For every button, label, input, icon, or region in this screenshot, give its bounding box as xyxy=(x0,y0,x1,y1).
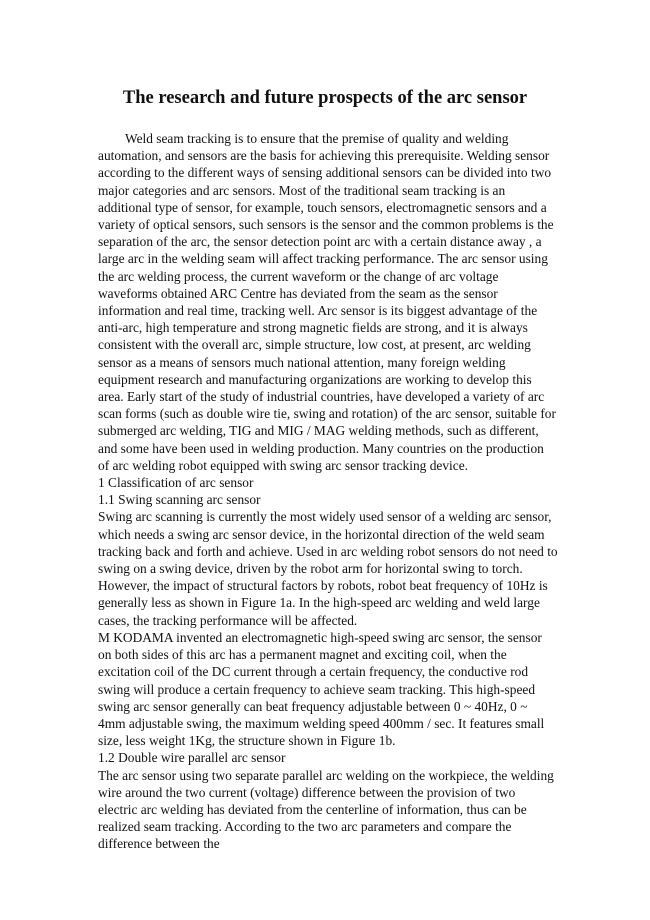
paragraph-intro: Weld seam tracking is to ensure that the premise of quality and welding automation, and sensors are the basis for achieving this prerequisite. Welding sensor according to the different ways of sensing additional sensors can be divided into two major categories and arc sensors. Most of the traditional seam tracking is an additional type of sensor, for example, touch sensors, electromagnetic sensors and a variety of optical sensors, such sensors is the sensor and the common problems is the separation of the arc, the sensor detection point arc with a certain distance away , a large arc in the welding seam will affect tracking performance. The arc sensor using the arc welding process, the current waveform or the change of arc voltage waveforms obtained ARC Centre has deviated from the seam as the sensor information and real time, tracking well. Arc sensor is its biggest advantage of the anti-arc, high temperature and strong magnetic fields are strong, and it is always consistent with the overall arc, simple structure, low cost, at present, arc welding sensor as a means of sensors much national attention, many foreign welding equipment research and manufacturing organizations are working to develop this area. Early start of the study of industrial countries, have developed a variety of arc scan forms (such as double wire tie, swing and rotation) of the arc sensor, suitable for submerged arc welding, TIG and MIG / MAG welding methods, such as different, and some have been used in welding production. Many countries on the production of arc welding robot equipped with swing arc sensor tracking device. xyxy=(98,131,556,473)
heading-classification: 1 Classification of arc sensor xyxy=(98,475,254,491)
paragraph-swing-scanning: Swing arc scanning is currently the most widely used sensor of a welding arc sensor, which needs a swing arc sensor device, in the horizontal direction of the weld seam tracking back and forth and achieve. Used in arc welding robot sensors do not need to swing on a swing device, driven by the robot arm for horizontal swing to torch. However, the impact of structural factors by robots, robot beat frequency of 10Hz is generally less as shown in Figure 1a. In the high-speed arc welding and weld large cases, the tracking performance will be affected. xyxy=(98,509,558,628)
heading-double-wire: 1.2 Double wire parallel arc sensor xyxy=(98,750,286,766)
document-title: The research and future prospects of the arc sensor xyxy=(122,88,528,108)
document-body xyxy=(98,130,558,853)
paragraph-kodama: M KODAMA invented an electromagnetic high-speed swing arc sensor, the sensor on both sides of this arc has a permanent magnet and exciting coil, when the excitation coil of the DC current through a certain frequency, the conductive rod swing will produce a certain frequency to achieve seam tracking. This high-speed swing arc sensor generally can beat frequency adjustable between 0 ~ 40Hz, 0 ~ 4mm adjustable swing, the maximum welding speed 400mm / sec. It features small size, less weight 1Kg, the structure shown in Figure 1b. xyxy=(98,629,545,749)
paragraph-double-wire: The arc sensor using two separate parallel arc welding on the workpiece, the welding wire around the two current (voltage) difference between the provision of two electric arc welding has deviated from the centerline of information, thus can be realized seam tracking. According to the two arc parameters and compare the difference between the xyxy=(98,767,554,852)
heading-swing-scanning: 1.1 Swing scanning arc sensor xyxy=(98,492,261,508)
